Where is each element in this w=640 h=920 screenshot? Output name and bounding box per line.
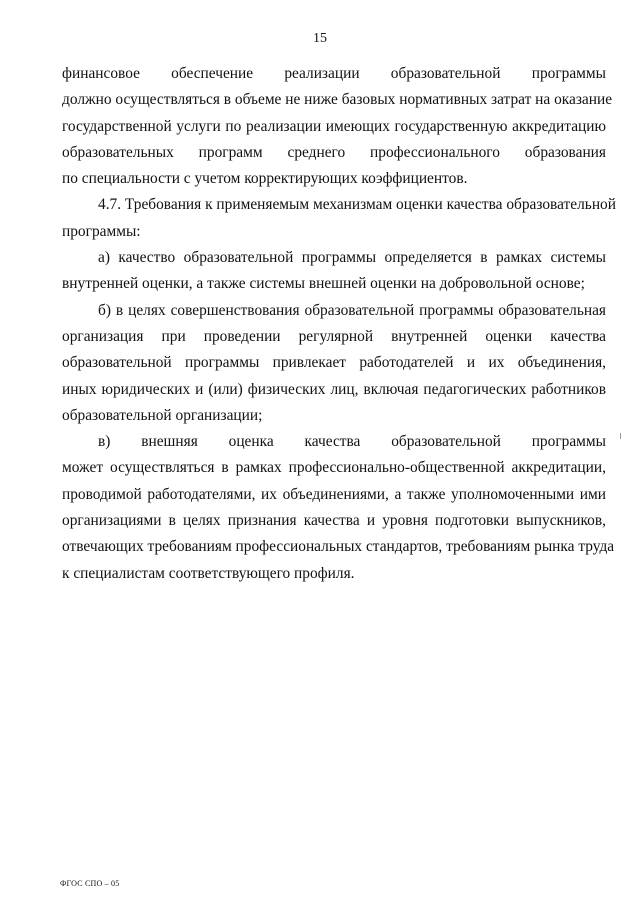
text-line: финансовое обеспечение реализации образовательной программы [62,65,606,82]
page-number: 15 [313,31,327,46]
text-line: 4.7. Требования к применяемым механизмам оценки качества образовательной [98,196,616,214]
text-line: б) в целях совершенствования образовательной программы образовательная [98,301,606,319]
body-text [62,61,616,587]
text-line: может осуществляться в рамках профессионально-общественной аккредитации, [62,459,606,477]
scan-artifact [620,433,621,439]
text-line: внутренней оценки, а также системы внешней оценки на добровольной основе; [62,275,585,293]
text-line: к специалистам соответствующего профиля. [62,564,355,582]
text-line: образовательной программы привлекает работодателей и их объединения, [62,354,606,372]
text-line: должно осуществляться в объеме не ниже базовых нормативных затрат на оказание [62,91,613,109]
text-line: в) внешняя оценка качества образовательной программы [98,433,606,451]
paragraph-item-v [62,429,615,587]
text-line: отвечающих требованиям профессиональных стандартов, требованиям рынка труда [62,538,615,556]
text-line: организация при проведении регулярной внутренней оценки качества [62,327,606,345]
text-line: проводимой работодателями, их объединениями, а также уполномоченными ими [62,485,606,503]
text-line: по специальности с учетом корректирующих коэффициентов. [62,170,468,188]
text-line: организациями в целях признания качества и уровня подготовки выпускников, [62,512,606,530]
text-line: программы: [62,222,141,240]
paragraph-item-b [62,298,606,429]
text-line: государственной услуги по реализации имеющих государственную аккредитацию [62,117,606,135]
text-line: образовательных программ среднего профессионального образования [62,143,606,161]
footer-code: ФГОС СПО – 05 [60,879,120,888]
paragraph-section-4-7 [62,192,616,245]
text-line: а) качество образовательной программы определяется в рамках системы [98,249,606,267]
paragraph-funding [62,61,613,192]
paragraph-item-a [62,245,606,298]
text-line: иных юридических и (или) физических лиц, включая педагогических работников [62,380,606,398]
text-line: образовательной организации; [62,406,263,424]
